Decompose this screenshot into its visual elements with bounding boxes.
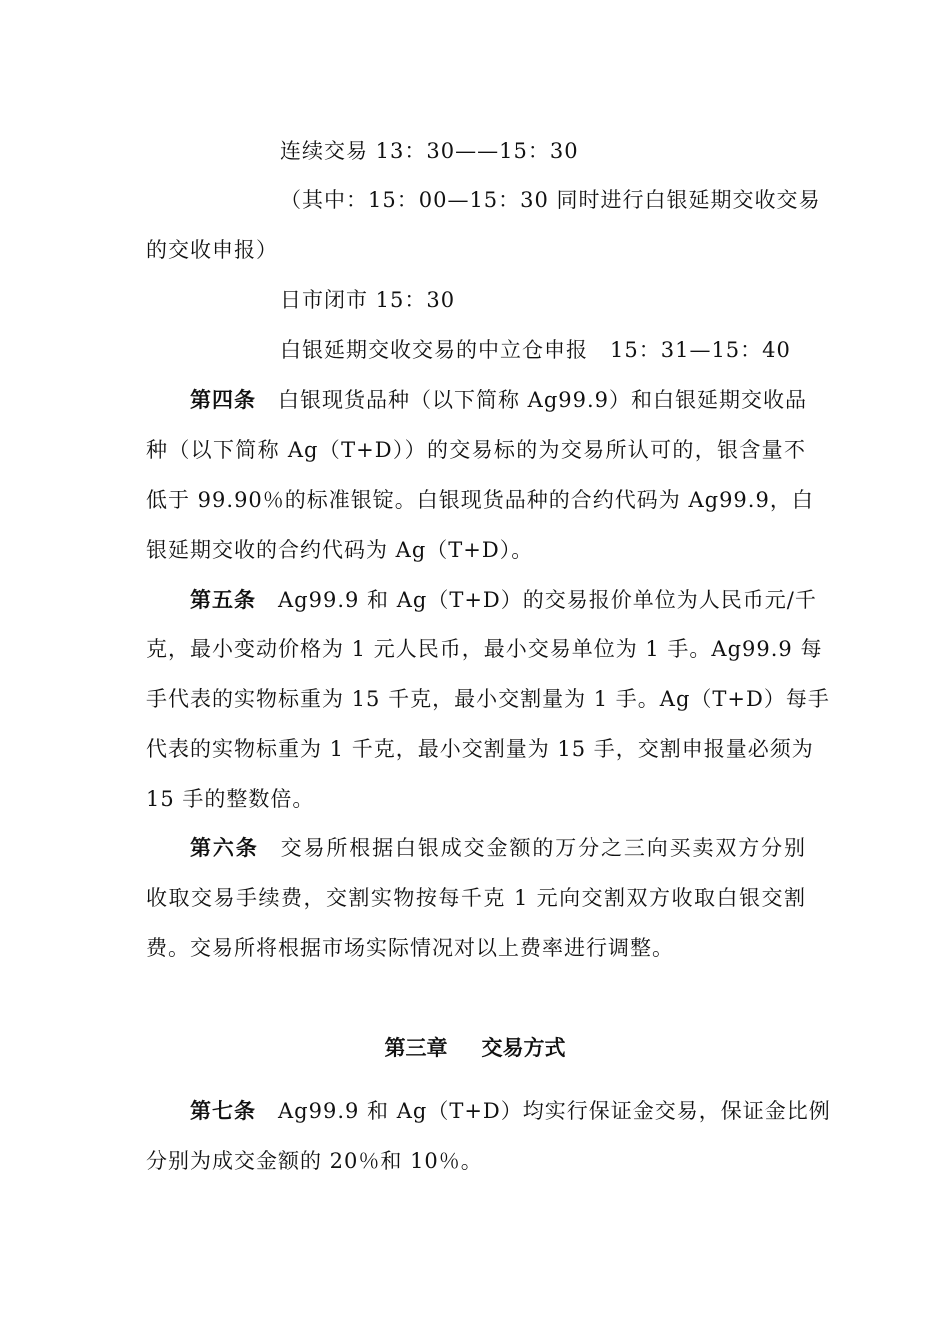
schedule-continuous: 连续交易 13：30——15：30 (280, 139, 579, 163)
schedule-note-line1: （其中：15：00—15：30 同时进行白银延期交收交易 (280, 188, 821, 212)
article4-text-1: 白银现货品种（以下简称 Ag99.9）和白银延期交收品 (278, 388, 808, 412)
article7-line2: 分别为成交金额的 20％和 10％。 (146, 1149, 483, 1173)
chapter-heading (0, 1033, 950, 1063)
schedule-note-line2: 的交收申报） (146, 238, 278, 262)
article7-text-1: Ag99.9 和 Ag（T+D）均实行保证金交易，保证金比例 (278, 1099, 831, 1123)
chapter-number: 第三章 (384, 1036, 448, 1060)
article5-line3: 手代表的实物标重为 15 千克，最小交割量为 1 手。Ag（T+D）每手 (146, 687, 830, 711)
article5-line4: 代表的实物标重为 1 千克，最小交割量为 15 手，交割申报量必须为 (146, 737, 814, 761)
article5-heading: 第五条 (190, 588, 256, 612)
article6-line3: 费。交易所将根据市场实际情况对以上费率进行调整。 (146, 936, 674, 960)
schedule-neutral-declaration: 白银延期交收交易的中立仓申报 15：31—15：40 (280, 338, 791, 362)
article5-line5: 15 手的整数倍。 (146, 787, 315, 811)
article5-line2: 克，最小变动价格为 1 元人民币，最小交易单位为 1 手。Ag99.9 每 (146, 637, 823, 661)
article4-line4: 银延期交收的合约代码为 Ag（T+D）。 (146, 538, 534, 562)
article4-line2: 种（以下简称 Ag（T+D））的交易标的为交易所认可的，银含量不 (146, 438, 806, 462)
article6-text-1: 交易所根据白银成交金额的万分之三向买卖双方分别 (280, 836, 806, 860)
article4-line3: 低于 99.90％的标准银锭。白银现货品种的合约代码为 Ag99.9，白 (146, 488, 814, 512)
article6-line2: 收取交易手续费，交割实物按每千克 1 元向交割双方收取白银交割 (146, 886, 806, 910)
article6-line1 (190, 833, 806, 863)
article4-heading: 第四条 (190, 388, 256, 412)
chapter-title: 交易方式 (481, 1036, 566, 1060)
article5-line1 (190, 585, 817, 615)
article7-heading: 第七条 (190, 1099, 256, 1123)
article6-heading: 第六条 (190, 836, 259, 860)
article5-text-1: Ag99.9 和 Ag（T+D）的交易报价单位为人民币元/千 (278, 588, 817, 612)
article4-line1 (190, 385, 806, 415)
article7-line1 (190, 1096, 831, 1126)
schedule-close: 日市闭市 15：30 (280, 288, 456, 312)
